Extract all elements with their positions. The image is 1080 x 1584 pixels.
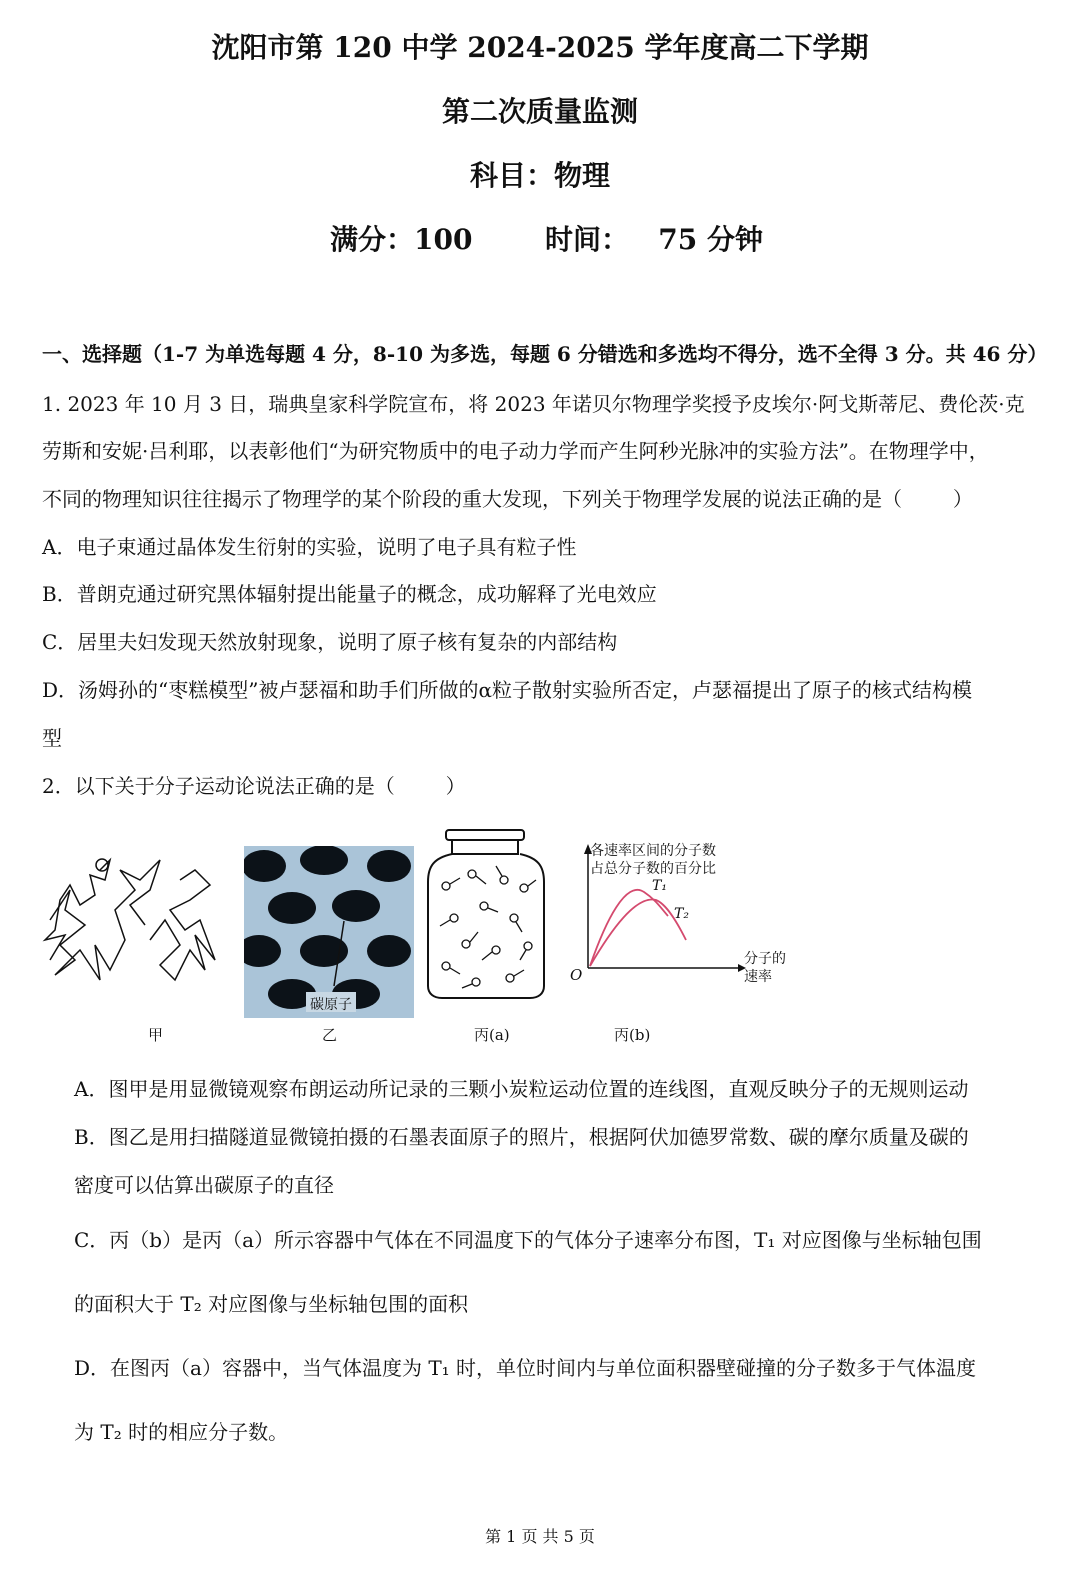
graph-xlabel-line1: 分子的 (744, 951, 786, 967)
gas-container-figure (424, 826, 548, 1002)
q1-option-a: A．电子束通过晶体发生衍射的实验，说明了电子具有粒子性 (42, 535, 577, 559)
curve-t1-label: T₁ (652, 878, 667, 894)
curve-t2-label: T₂ (674, 906, 689, 922)
graph-ylabel-line1: 各速率区间的分子数 (590, 843, 716, 859)
q2-option-a: A．图甲是用显微镜观察布朗运动所记录的三颗小炭粒运动位置的连线图，直观反映分子的无规则运动 (74, 1077, 969, 1101)
q2-option-b-line1: B．图乙是用扫描隧道显微镜拍摄的石墨表面原子的照片，根据阿伏加德罗常数、碳的摩尔质量及碳的 (74, 1125, 969, 1149)
q1-option-c: C．居里夫妇发现天然放射现象，说明了原子核有复杂的内部结构 (42, 630, 618, 654)
exam-time: 时间： 75 分钟 (545, 223, 763, 256)
q1-option-d-line1: D．汤姆孙的“枣糕模型”被卢瑟福和助手们所做的α粒子散射实验所否定，卢瑟福提出了原子的核式结构模 (42, 678, 972, 702)
fig-bing-b-caption: 丙(b) (614, 1026, 651, 1044)
subject-label: 科目：物理 (469, 159, 610, 192)
q1-stem-line1: 1. 2023 年 10 月 3 日，瑞典皇家科学院宣布，将 2023 年诺贝尔物理学奖授予皮埃尔·阿戈斯蒂尼、费伦茨·克 (42, 392, 1025, 416)
carbon-atom-label: 碳原子 (310, 997, 352, 1013)
exam-subtitle: 第二次质量监测 (441, 95, 638, 128)
fig-bing-a-caption: 丙(a) (474, 1026, 510, 1044)
q2-option-d-line2: 为 T₂ 时的相应分子数。 (74, 1420, 289, 1444)
graphite-stm-figure (244, 846, 414, 1018)
q2-option-d-line1: D．在图丙（a）容器中，当气体温度为 T₁ 时，单位时间内与单位面积器壁碰撞的分子数多于气体温度 (74, 1356, 977, 1380)
graph-origin: O (570, 966, 583, 984)
q1-option-d-line2: 型 (42, 726, 62, 750)
graph-ylabel-line2: 占总分子数的百分比 (590, 861, 716, 877)
page-number: 第 1 页 共 5 页 (485, 1527, 595, 1546)
q1-option-b: B．普朗克通过研究黑体辐射提出能量子的概念，成功解释了光电效应 (42, 582, 657, 606)
q2-option-c-line2: 的面积大于 T₂ 对应图像与坐标轴包围的面积 (74, 1292, 469, 1316)
full-score: 满分：100 (330, 223, 473, 256)
q2-option-c-line1: C．丙（b）是丙（a）所示容器中气体在不同温度下的气体分子速率分布图，T₁ 对应图像与坐标轴包围 (74, 1228, 982, 1252)
brownian-motion-figure (40, 850, 220, 990)
graph-xlabel-line2: 速率 (744, 969, 772, 985)
q2-option-b-line2: 密度可以估算出碳原子的直径 (74, 1173, 334, 1197)
q1-stem-line3: 不同的物理知识往往揭示了物理学的某个阶段的重大发现，下列关于物理学发展的说法正确的是（ ） (42, 487, 973, 511)
fig-jia-caption: 甲 (148, 1026, 164, 1044)
section-heading: 一、选择题（1-7 为单选每题 4 分，8-10 为多选，每题 6 分错选和多选均不得分，选不全得 3 分。共 46 分） (42, 342, 1048, 366)
q1-stem-line2: 劳斯和安妮·吕利耶，以表彰他们“为研究物质中的电子动力学而产生阿秒光脉冲的实验方法”。在物理学中， (42, 439, 989, 463)
q2-stem: 2．以下关于分子运动论说法正确的是（ ） (42, 774, 466, 798)
fig-yi-caption: 乙 (322, 1026, 338, 1044)
exam-title: 沈阳市第 120 中学 2024-2025 学年度高二下学期 (211, 31, 869, 64)
